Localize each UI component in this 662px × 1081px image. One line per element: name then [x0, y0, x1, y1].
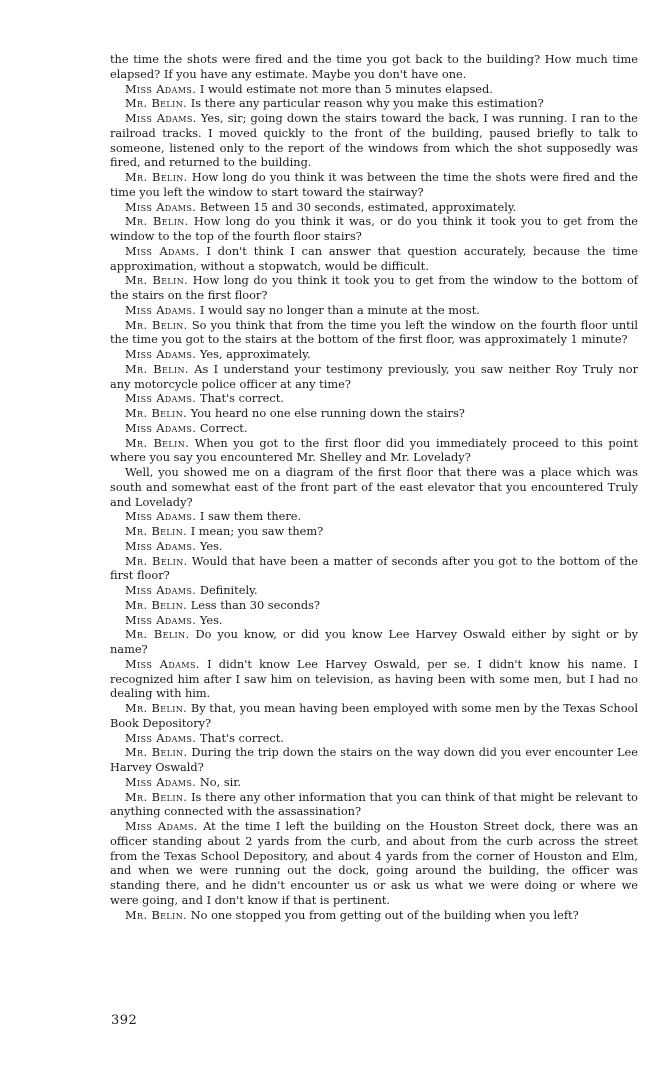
paragraph-6: Miss Adams. Between 15 and 30 seconds, estimated, approximately.: [125, 199, 517, 214]
paragraph-21: Miss Adams. Yes.: [125, 538, 223, 553]
paragraph-22: Mr. Belin. Would that have been a matter of seconds after you got to the bottom of the first floor?: [110, 553, 638, 583]
paragraph-26: Mr. Belin. Do you know, or did you know Lee Harvey Oswald either by sight or by name?: [110, 627, 639, 656]
paragraph-33: Miss Adams. At the time I left the building on the Houston Street dock, there was an officer standing about 2 yards from the curb, and about from the curb across the street from the Texas School Depository, and about 4 yards from the corner of Houston and Elm, and when we were running out the dock, going around the building, the officer was standing there, and he didn't encounter us or ask us what we were doing or where we were going, and I don't know if that is pertinent.: [110, 819, 638, 907]
paragraph-24: Mr. Belin. Less than 30 seconds?: [125, 597, 320, 612]
paragraph-11: Mr. Belin. So you think that from the time you left the window on the fourth floor until the time you got to the stairs at the bottom of the first floor, was approximately 1 minute?: [110, 317, 639, 347]
paragraph-10: Miss Adams. I would say no longer than a minute at the most.: [125, 302, 480, 317]
paragraph-23: Miss Adams. Definitely.: [125, 583, 258, 597]
paragraph-31: Miss Adams. No, sir.: [125, 774, 242, 789]
paragraph-17: Mr. Belin. When you got to the first floor did you immediately proceed to this point where you say you encountered Mr. Shelley and Mr. Lovelady?: [110, 435, 638, 465]
paragraph-32: Mr. Belin. Is there any other information that you can think of that might be relevant to anything connected with the assassination?: [110, 789, 639, 819]
paragraph-14: Miss Adams. That's correct.: [125, 391, 284, 406]
paragraph-19: Miss Adams. I saw them there.: [125, 509, 302, 524]
paragraph-8: Miss Adams. I don't think I can answer that question accurately, because the time approximation, without a stopwatch, would be difficult.: [110, 243, 638, 273]
paragraph-18: Well, you showed me on a diagram of the first floor that there was a place which was south and somewhat east of the front part of the east elevator that you encountered Truly and Lovelady?: [110, 465, 638, 509]
transcript-body: [110, 52, 638, 922]
paragraph-34: Mr. Belin. No one stopped you from getting out of the building when you left?: [125, 907, 579, 922]
page-number: 392: [111, 1013, 138, 1028]
paragraph-1: the time the shots were fired and the time you got back to the building? How much time elapsed? If you have any estimate. Maybe you don't have one.: [110, 52, 638, 81]
paragraph-12: Miss Adams. Yes, approximately.: [125, 347, 311, 361]
paragraph-28: Mr. Belin. By that, you mean having been employed with some men by the Texas School Book Depository?: [110, 701, 638, 730]
paragraph-7: Mr. Belin. How long do you think it was, or do you think it took you to get from the window to the top of the fourth floor stairs?: [110, 214, 638, 243]
paragraph-30: Mr. Belin. During the trip down the stairs on the way down did you ever encounter Lee Harvey Oswald?: [110, 745, 638, 774]
paragraph-4: Miss Adams. Yes, sir; going down the stairs toward the back, I was running. I ran to the railroad tracks. I moved quickly to the front of the building, paused briefly to talk to someone, listened only to the report of the windows from which the shot supposedly was fired, and returned to the building.: [110, 111, 639, 170]
paragraph-13: Mr. Belin. As I understand your testimony previously, you saw neither Roy Truly nor any motorcycle police officer at any time?: [110, 361, 638, 391]
paragraph-15: Mr. Belin. You heard no one else running down the stairs?: [125, 406, 465, 420]
paragraph-29: Miss Adams. That's correct.: [125, 730, 284, 745]
paragraph-25: Miss Adams. Yes.: [125, 612, 223, 627]
paragraph-9: Mr. Belin. How long do you think it took you to get from the window to the bottom of the stairs on the first floor?: [110, 273, 638, 302]
paragraph-2: Miss Adams. I would estimate not more than 5 minutes elapsed.: [125, 81, 493, 96]
paragraph-16: Miss Adams. Correct.: [125, 420, 248, 435]
paragraph-3: Mr. Belin. Is there any particular reason why you make this estimation?: [125, 96, 544, 111]
paragraph-20: Mr. Belin. I mean; you saw them?: [125, 524, 324, 538]
paragraph-27: Miss Adams. I didn't know Lee Harvey Oswald, per se. I didn't know his name. I recognized him after I saw him on television, as having been with some men, but I had no dealing with him.: [110, 656, 639, 701]
paragraph-5: Mr. Belin. How long do you think it was between the time the shots were fired and the time you left the window to start toward the stairway?: [110, 170, 639, 199]
